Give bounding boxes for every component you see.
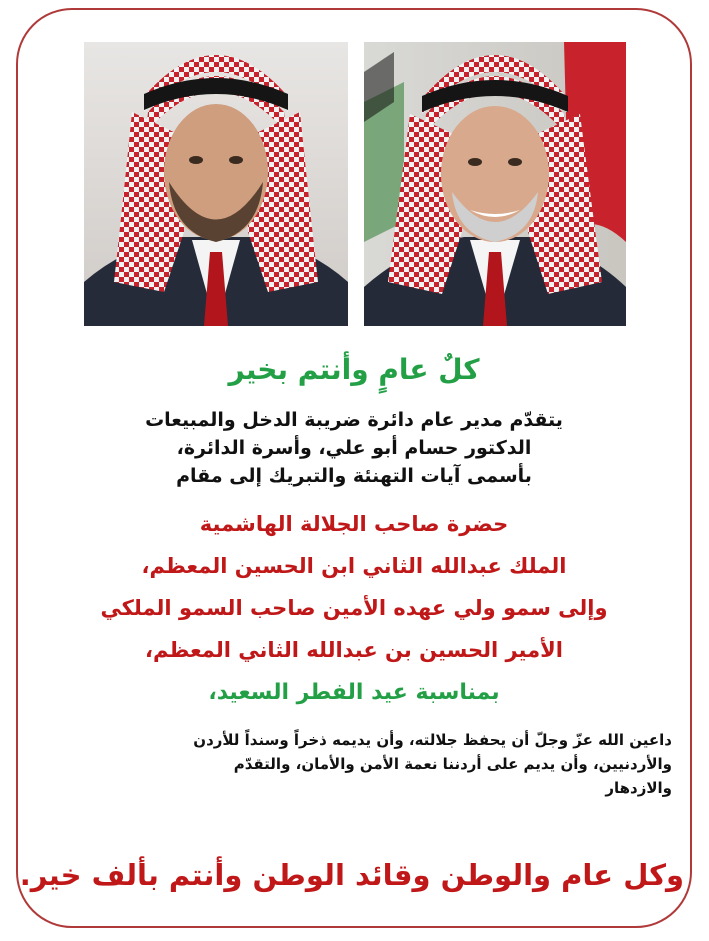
title-line-3: وإلى سمو ولي عهده الأمين صاحب السمو الملكي [100, 596, 608, 620]
intro-line-2: الدكتور حسام أبو علي، وأسرة الدائرة، [176, 437, 532, 459]
crown-prince-portrait [84, 42, 348, 326]
intro-line-1: يتقدّم مدير عام دائرة ضريبة الدخل والمبيعات [145, 409, 563, 431]
title-line-2: الملك عبدالله الثاني ابن الحسين المعظم، [141, 554, 567, 578]
king-portrait [364, 42, 626, 326]
title-line-1: حضرة صاحب الجلالة الهاشمية [199, 512, 509, 536]
greeting-heading: كلٌ عامٍ وأنتم بخير [228, 353, 480, 386]
prayer-line-3: والازدهار [605, 779, 672, 797]
occasion-line: بمناسبة عيد الفطر السعيد، [208, 680, 500, 705]
title-line-4: الأمير الحسين بن عبدالله الثاني المعظم، [145, 638, 563, 662]
intro-line-3: بأسمى آيات التهنئة والتبريك إلى مقام [176, 465, 532, 487]
closing-line: وكل عام والوطن وقائد الوطن وأنتم بألف خير. [19, 858, 684, 892]
prayer-line-2: والأردنيين، وأن يديم على أردننا نعمة الأمن والأمان، والتقدّم [233, 755, 672, 773]
prayer-line-1: داعين الله عزّ وجلّ أن يحفظ جلالته، وأن يديمه ذخراً وسنداً للأردن [193, 731, 672, 749]
